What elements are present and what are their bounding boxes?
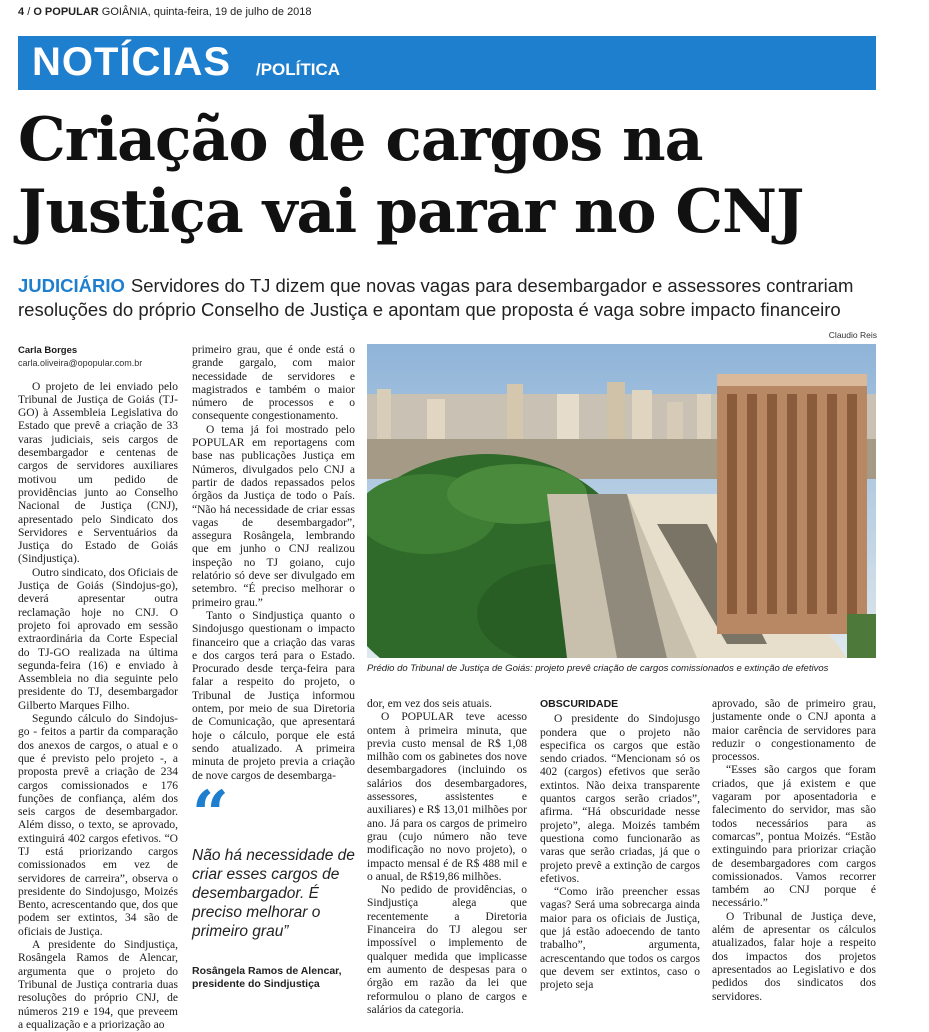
subsection-title: /POLÍTICA [256, 60, 341, 79]
paragraph: Tanto o Sindjustiça quanto o Sindojusgo questionam o impacto financeiro que a criação das varas e dos cargos terá para o Estado. Procurado desde terça-feira para falar a respeito do projeto, o Tribunal de Justiça informou ontem, por meio de sua Diretoria de Comunicação, que apresentará hoje o cálculo, porque ele está sendo atualizado. A primeira minuta de projeto previa a criação de nove cargos de desembarga- [192, 609, 355, 782]
paragraph: No pedido de providências, o Sindjustiça alega que recentemente a Diretoria Financeira do TJ alegou ser impossível o implemento de qualquer medida que implicasse em aumento de despesas para o órgão em razão da lei que reformulou o plano de cargos e salários da categoria. [367, 884, 527, 1016]
paragraph: O POPULAR teve acesso ontem à primeira minuta, que previa custo mensal de R$ 1,08 milhão com os gabinetes dos nove desembargadores (incluindo os salários dos desembargadores, assessores, assistentes e auxiliares) e R$ 13,01 milhões por ano. Já para os cargos de primeiro grau (cujo número não teve modificação no novo projeto), o impacto mensal é de R$ 488 mil e o anual, de R$19,86 milhões. [367, 711, 527, 883]
paragraph: Outro sindicato, dos Oficiais de Justiça de Goiás (Sindojus-go), deverá apresentar outra reclamação hoje no CNJ. O projeto foi aprovado em sessão extraordinária da Corte Especial do TJ-GO realizada na última segunda-feira (16) e enviado à Assembleia no dia seguinte pelo presidente do TJ, desembargador Gilberto Marques Filho. [18, 566, 178, 712]
paragraph: primeiro grau, que é onde está o grande gargalo, com maior necessidade de servidores e magistrados e também o maior número de processos e o consequente congestionamento. [192, 344, 355, 423]
section-banner [18, 36, 876, 90]
paragraph: O Tribunal de Justiça deve, além de apresentar os cálculos atualizados, falar hoje a respeito dos impactos dos projetos apresentados ao Legislativo e dos pedidos dos sindicatos dos servidores. [712, 910, 876, 1003]
paragraph: A presidente do Sindjustiça, Rosângela Ramos de Alencar, argumenta que o projeto do Tribunal de Justiça contraria duas resoluções do próprio CNJ, de números 219 e 194, que preveem a equalização e a priorização ao [18, 939, 178, 1031]
column-2 [192, 344, 355, 783]
city: GOIÂNIA, [101, 6, 151, 18]
photo-caption: Prédio do Tribunal de Justiça de Goiás: projeto prevê criação de cargos comissionados e extinção de efetivos [367, 663, 829, 674]
quote-mark-icon: “ [192, 777, 229, 852]
pull-quote-text: Não há necessidade de criar esses cargos de desembargador. É preciso melhorar o primeiro grau” [192, 847, 355, 940]
deck-text: Servidores do TJ dizem que novas vagas para desembargador e assessores contrariam resoluções do próprio Conselho de Justiça e apontam que proposta é vaga sobre impacto financeiro [18, 275, 854, 320]
courthouse-photo [367, 344, 876, 658]
page-number: 4 [18, 6, 25, 18]
headline: Criação de cargos na Justiça vai parar no CNJ [18, 105, 804, 247]
pull-quote [192, 777, 360, 991]
column-3 [367, 698, 527, 1017]
subhead-obscuridade: OBSCURIDADE [540, 698, 619, 710]
paragraph: O projeto de lei enviado pelo Tribunal de Justiça de Goiás (TJ-GO) à Assembleia Legislativa do Estado que prevê a criação de 33 varas judiciais, seis cargos de desembargador e centenas de cargos de servidores auxiliares motivou um pedido de providências junto ao Conselho Nacional de Justiça (CNJ), apresentado pelo Sindicato dos Servidores e Serventuários da Justiça do Estado de Goiás (Sindjustiça). [18, 380, 178, 566]
date: quinta-feira, 19 de julho de 2018 [153, 6, 312, 18]
paragraph: Segundo cálculo do Sindojus-go - feitos a partir da comparação dos anexos de cargos, o atual e o que é previsto pelo projeto -, a proposta prevê a criação de 234 cargos comissionados e 176 funções de confiança, além dos seis cargos de desembargador. Além disso, o texto, se aprovado, extinguirá 402 cargos efetivos. “O TJ está priorizando cargos comissionados em vez de servidores de carreira”, observa o presidente do Sindojusgo, Moizés Bento, acrescentando que, dos que podem ser extintos, 34 são de oficiais de Justiça. [18, 713, 178, 938]
paragraph: aprovado, são de primeiro grau, justamente onde o CNJ aponta a maior carência de servidores para reduzir o congestionamento de processos. [712, 698, 876, 764]
byline-email: carla.oliveira@opopular.com.br [18, 358, 143, 369]
deck [18, 274, 898, 322]
page-header: 4 / O POPULAR GOIÂNIA, quinta-feira, 19 de julho de 2018 [18, 6, 312, 18]
byline-author: Carla Borges [18, 345, 78, 356]
pull-quote-attribution: Rosângela Ramos de Alencar, presidente do Sindjustiça [192, 965, 342, 990]
photo-credit: Claudio Reis [828, 330, 877, 340]
paragraph: O presidente do Sindojusgo pondera que o projeto não especifica os cargos que estão sendo criados. “Mencionam só os 402 (cargos) efetivos que serão extintos. Não deixa transparente quantos cargos serão criados”, afirma. “Há obscuridade nesse projeto”, alega. Moizés também questiona como funcionarão as varas que serão criadas, já que o projeto prevê a extinção de cargos efetivos. [540, 713, 700, 885]
column-4 [540, 698, 700, 993]
paragraph: “Como irão preencher essas vagas? Será uma sobrecarga ainda maior para os oficiais de Justiça, que já estão adoecendo de tanto trabalho”, argumenta, acrescentando que todos os cargos que devem ser extintos, caso o projeto seja [540, 886, 700, 992]
paragraph: O tema já foi mostrado pelo POPULAR em reportagens com base nas publicações Justiça em Números, divulgados pelo CNJ a partir de dados repassados pelos órgãos da Justiça de todo o País. “Não há necessidade de criar essas vagas de desembargador”, assegura Rosângela, lembrando que em junho o CNJ realizou inspeção no TJ goiano, cujo relatório só deve ser divulgado em setembro. “É preciso melhorar o primeiro grau.” [192, 423, 355, 609]
column-5 [712, 698, 876, 1004]
courthouse-photo-image [367, 344, 876, 658]
paragraph: “Esses são cargos que foram criados, que já existem e que vagaram por aposentadoria e falecimento do servidor, mas são todos necessários para as comarcas”, pontua Moizés. “Estão extinguindo para priorizar criação de desembargadores com cargos comissionados. Vamos recorrer também ao CNJ porque é necessário.” [712, 764, 876, 910]
column-1 [18, 344, 178, 1032]
newspaper-name: O POPULAR [33, 6, 99, 18]
kicker: JUDICIÁRIO [18, 275, 125, 296]
section-title: NOTÍCIAS [32, 40, 232, 84]
paragraph: dor, em vez dos seis atuais. [367, 698, 493, 710]
